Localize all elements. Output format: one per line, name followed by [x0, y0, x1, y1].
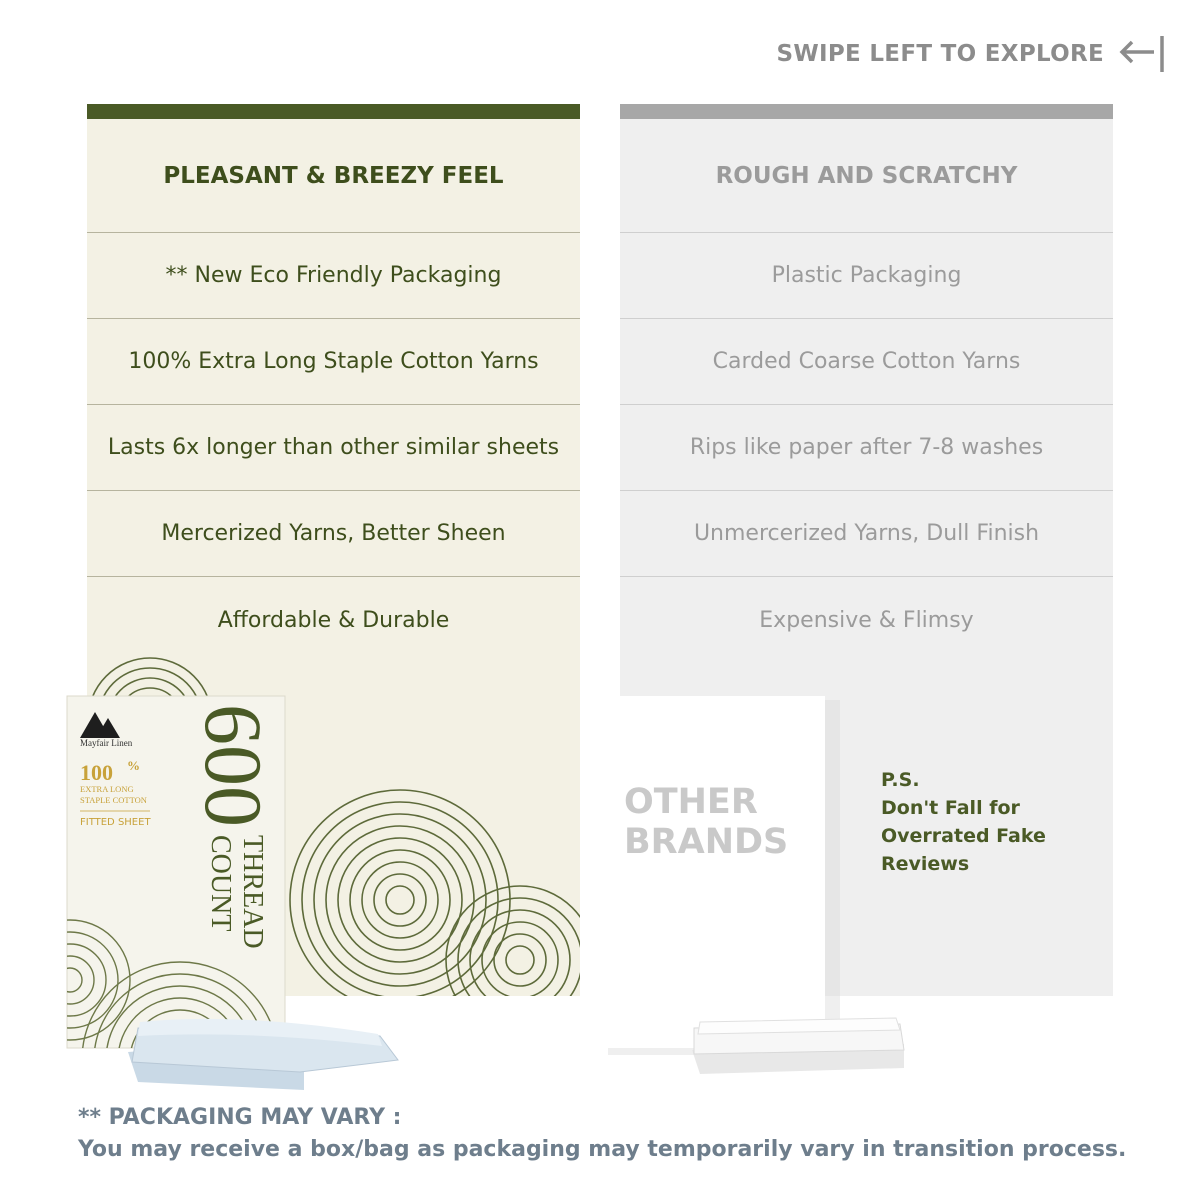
packaging-note	[78, 1102, 1126, 1166]
mayfair-heading: PLEASANT & BREEZY FEEL	[87, 119, 580, 233]
mayfair-feature-row: Mercerized Yarns, Better Sheen	[87, 491, 580, 577]
ps-line: Reviews	[881, 853, 970, 875]
box-thread-word1: THREAD	[237, 835, 268, 949]
others-feature-row: Unmercerized Yarns, Dull Finish	[620, 491, 1113, 577]
mayfair-feature-row: ** New Eco Friendly Packaging	[87, 233, 580, 319]
ps-line: Overrated Fake	[881, 825, 1046, 847]
box-material-line2: STAPLE COTTON	[80, 795, 147, 805]
other-brands-product-box	[603, 696, 840, 1055]
ps-line: Don't Fall for	[881, 797, 1020, 819]
box-percent-sign: %	[127, 758, 140, 773]
others-feature-row: Rips like paper after 7-8 washes	[620, 405, 1113, 491]
box-material-line1: EXTRA LONG	[80, 784, 134, 794]
mayfair-feature-row: Affordable & Durable	[217, 607, 450, 633]
box-percent: 100	[80, 760, 113, 785]
swipe-label: SWIPE LEFT TO EXPLORE	[776, 41, 1104, 67]
ps-note	[881, 766, 1046, 878]
others-feature-row: Expensive & Flimsy	[759, 607, 974, 633]
box-thread-word2: COUNT	[205, 835, 236, 932]
others-heading: ROUGH AND SCRATCHY	[620, 119, 1113, 233]
packaging-note-title: ** PACKAGING MAY VARY :	[78, 1105, 402, 1130]
packaging-note-text: You may receive a box/bag as packaging may temporarily vary in transition process.	[78, 1137, 1127, 1162]
ps-line: P.S.	[881, 769, 920, 791]
white-pillowcase	[692, 1018, 904, 1074]
mayfair-feature-row: Lasts 6x longer than other similar sheets	[87, 405, 580, 491]
mayfair-feature-row: 100% Extra Long Staple Cotton Yarns	[87, 319, 580, 405]
other-brands-line2: BRANDS	[624, 822, 789, 862]
box-thread-number: 600	[188, 704, 279, 827]
box-type: FITTED SHEET	[80, 817, 151, 828]
blue-pillowcase	[128, 1019, 398, 1090]
others-feature-row: Plastic Packaging	[620, 233, 1113, 319]
box-brand: Mayfair Linen	[80, 738, 133, 748]
others-feature-row: Carded Coarse Cotton Yarns	[620, 319, 1113, 405]
other-brands-line1: OTHER	[624, 782, 758, 822]
